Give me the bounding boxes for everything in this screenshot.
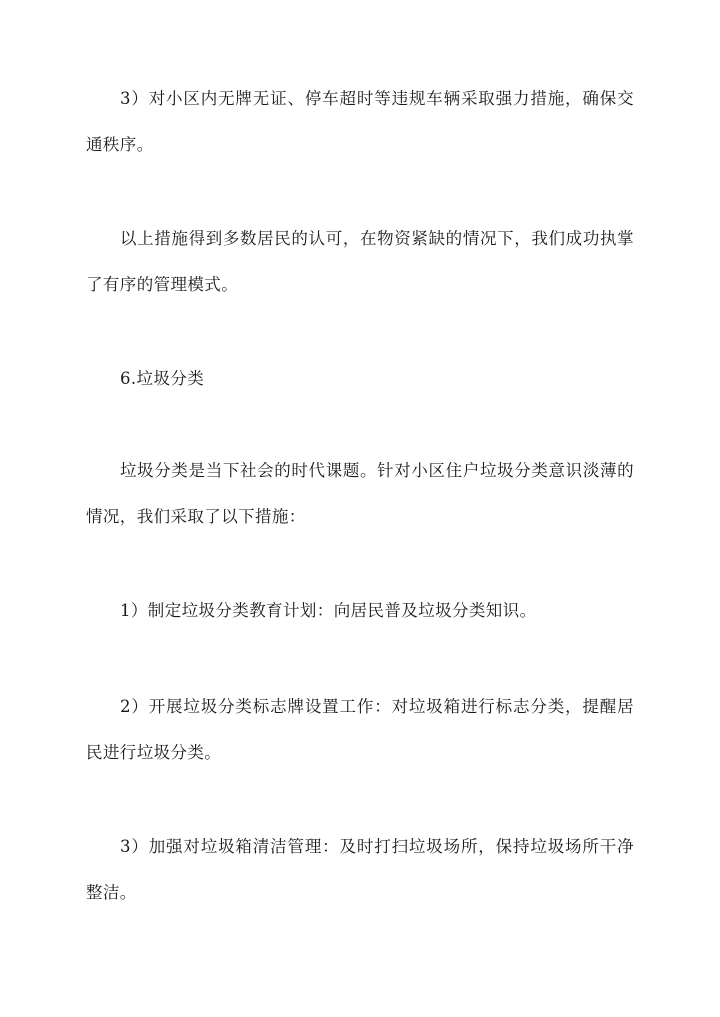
paragraph-traffic-measure: 3）对小区内无牌无证、停车超时等违规车辆采取强力措施，确保交通秩序。 bbox=[86, 89, 634, 154]
paragraph-measure-1: 1）制定垃圾分类教育计划：向居民普及垃圾分类知识。 bbox=[120, 601, 537, 620]
paragraph-measure-3: 3）加强对垃圾箱清洁管理：及时打扫垃圾场所，保持垃圾场所干净整洁。 bbox=[86, 837, 634, 902]
paragraph-garbage-intro: 垃圾分类是当下社会的时代课题。针对小区住户垃圾分类意识淡薄的情况，我们采取了以下措施： bbox=[86, 461, 634, 526]
paragraph-measure-2: 2）开展垃圾分类标志牌设置工作：对垃圾箱进行标志分类，提醒居民进行垃圾分类。 bbox=[86, 697, 634, 762]
section-heading-garbage-sorting: 6.垃圾分类 bbox=[120, 369, 205, 388]
paragraph-summary: 以上措施得到多数居民的认可，在物资紧缺的情况下，我们成功执掌了有序的管理模式。 bbox=[86, 229, 634, 294]
